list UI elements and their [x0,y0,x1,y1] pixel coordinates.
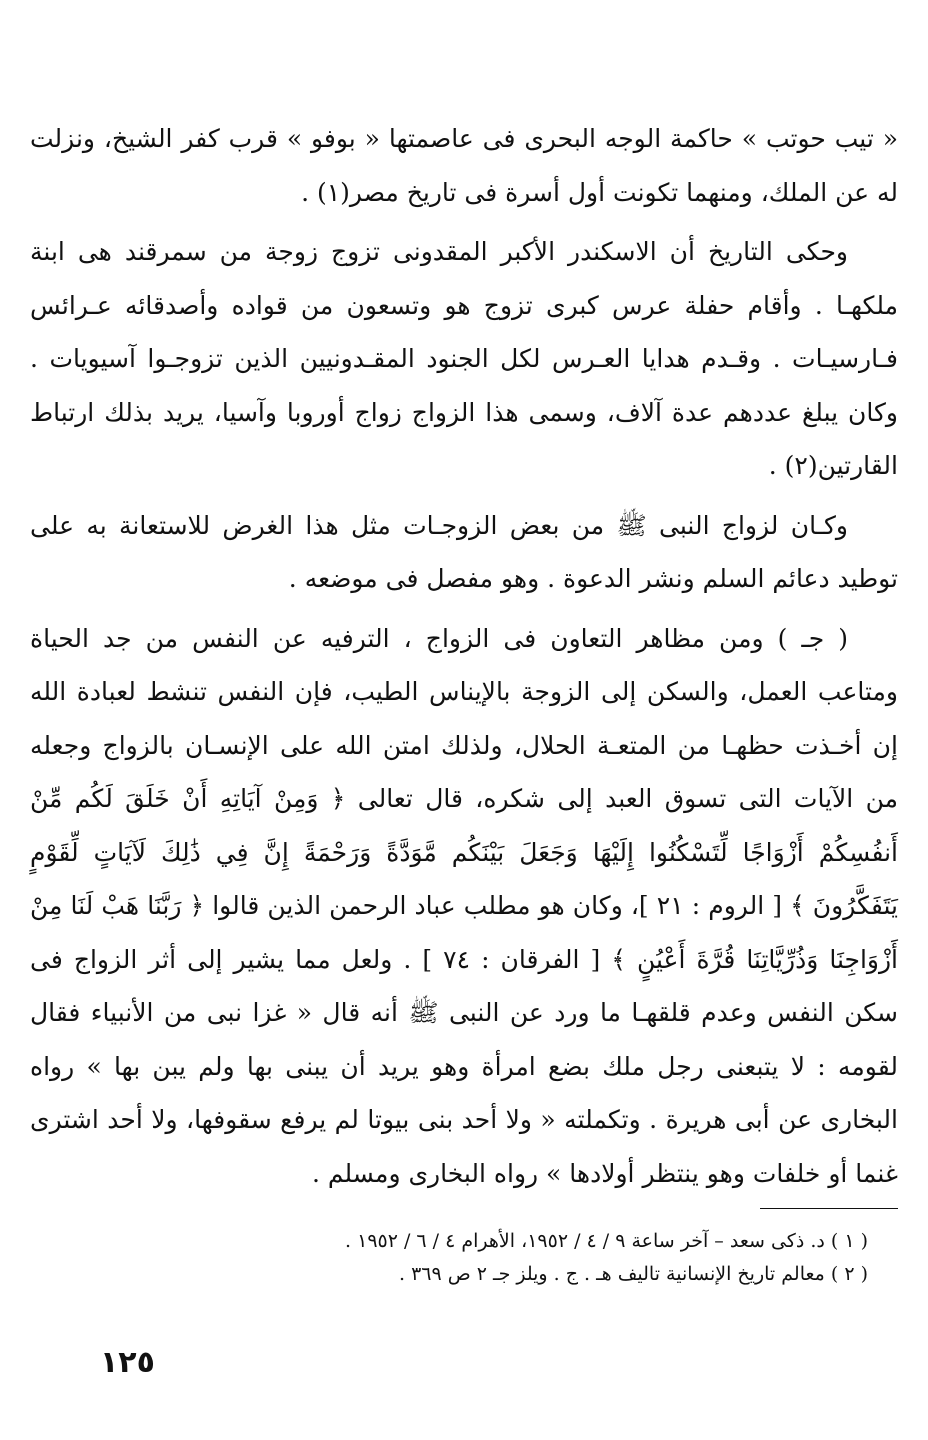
paragraph-4: ( جـ ) ومن مظاهر التعاون فى الزواج ، الترفيه عن النفس من جد الحياة ومتاعب العمل، والسكن إلى الزوجة بالإيناس الطيب، فإن النفس تنشط لعبادة الله إن أخـذت حظهـا من المتعـة الحلال، ولذلك امتن الله على الإنسـان بالزواج وجعله من الآيات التى تسوق العبد إلى شكره، قال تعالى ﴿ وَمِنْ آيَاتِهِ أَنْ خَلَقَ لَكُم مِّنْ أَنفُسِكُمْ أَزْوَاجًا لِّتَسْكُنُوا إِلَيْهَا وَجَعَلَ بَيْنَكُم مَّوَدَّةً وَرَحْمَةً إِنَّ فِي ذَٰلِكَ لَآيَاتٍ لِّقَوْمٍ يَتَفَكَّرُونَ ﴾ [ الروم : ٢١ ]، وكان هو مطلب عباد الرحمن الذين قالوا ﴿ رَبَّنَا هَبْ لَنَا مِنْ أَزْوَاجِنَا وَذُرِّيَّاتِنَا قُرَّةَ أَعْيُنٍ ﴾ [ الفرقان : ٧٤ ] . ولعل مما يشير إلى أثر الزواج فى سكن النفس وعدم قلقهـا ما ورد عن النبى ﷺ أنه قال « غزا نبى من الأنبياء فقال لقومه : لا يتبعنى رجل ملك بضع امرأة وهو يريد أن يبنى بها ولم يبن بها » رواه البخارى عن أبى هريرة . وتكملته « ولا أحد بنى بيوتا لم يرفع سقوفها، ولا أحد اشترى غنما أو خلفات وهو ينتظر أولادها » رواه البخارى ومسلم . [30,623,898,1188]
footnote-divider [760,1208,898,1209]
footnotes [30,1208,898,1291]
paragraph-3: وكـان لزواج النبى ﷺ من بعض الزوجـات مثل هذا الغرض للاستعانة به على توطيد دعائم السلم ونشر الدعوة . وهو مفصل فى موضعه . [30,510,898,593]
footnote-2: ( ٢ ) معالم تاريخ الإنسانية تاليف هـ . ج . ويلز جـ ٢ ص ٣٦٩ . [398,1263,868,1285]
footnote-1: ( ١ ) د. ذكى سعد – آخر ساعة ٩ / ٤ / ١٩٥٢، الأهرام ٤ / ٦ / ١٩٥٢ . [345,1230,868,1252]
main-text [30,112,898,1206]
paragraph-1: « تيب حوتب » حاكمة الوجه البحرى فى عاصمتها « بوفو » قرب كفر الشيخ، ونزلت له عن الملك، ومنهما تكونت أول أسرة فى تاريخ مصر(١) . [30,124,898,207]
paragraph-2: وحكى التاريخ أن الاسكندر الأكبر المقدونى تزوج زوجة من سمرقند هى ابنة ملكهـا . وأقام حفلة عرس كبرى تزوج هو وتسعون من قواده وأصدقائه عـرائس فـارسيـات . وقـدم هدايا العـرس لكل الجنود المقـدونيين الذين تزوجـوا آسيويات . وكان يبلغ عددهم عدة آلاف، وسمى هذا الزواج زواج أوروبا وآسيا، يريد بذلك ارتباط القارتين(٢) . [30,237,898,480]
page-number: ١٢٥ [100,1345,155,1380]
